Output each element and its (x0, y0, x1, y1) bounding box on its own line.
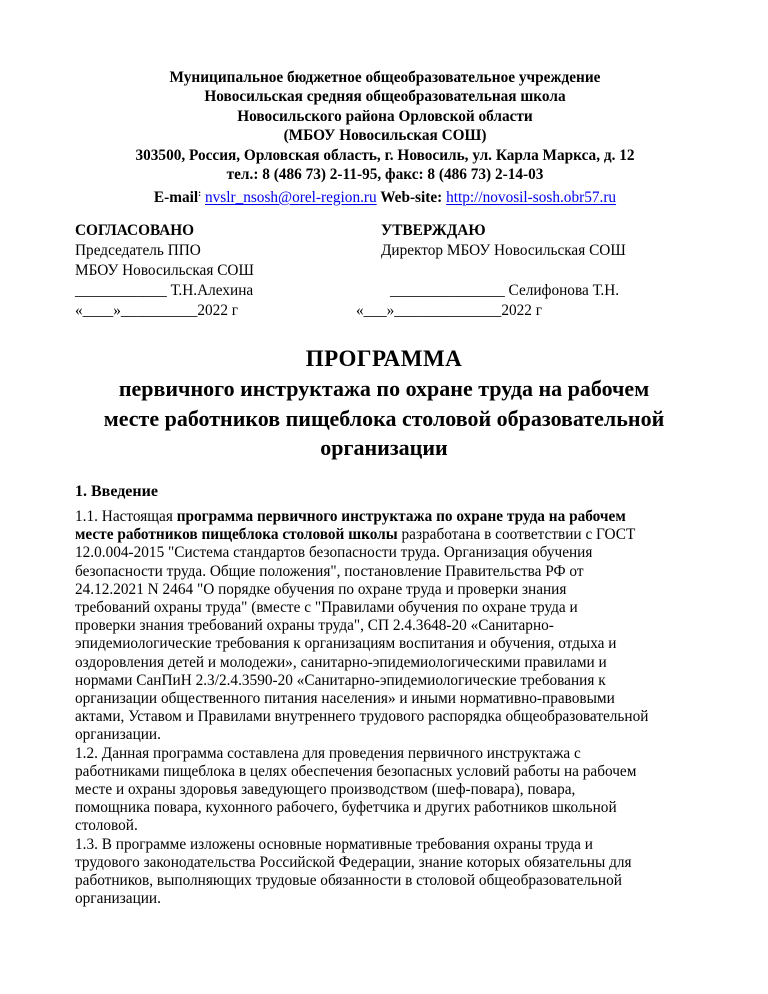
header-line-address: 303500, Россия, Орловская область, г. Новосиль, ул. Карла Маркса, д. 12 (135, 146, 635, 164)
agreed-heading: СОГЛАСОВАНО (75, 222, 195, 239)
paragraph-3-line: 1.3. В программе изложены основные нормативные требования охраны труда и (75, 835, 593, 853)
school-header (60, 68, 710, 208)
paragraph-1-line: 12.0.004-2015 "Система стандартов безопасности труда. Организация обучения (75, 544, 593, 562)
paragraph-3-line: работников, выполняющих трудовые обязанности в столовой общеобразовательной (75, 872, 622, 890)
agreed-signature-line: ____________ Т.Н.Алехина (75, 282, 254, 299)
agreed-organization: МБОУ Новосильская СОШ (75, 262, 254, 279)
paragraph-2-line: 1.2. Данная программа составлена для проведения первичного инструктажа с (75, 744, 581, 762)
paragraph-1-line: организации. (75, 726, 161, 744)
paragraph-2-line: работниками пищеблока в целях обеспечения безопасных условий работы на рабочем (75, 762, 637, 780)
paragraph-1-line: организации общественного питания населения» и иными нормативно-правовыми (75, 690, 615, 708)
paragraph-1-line: требований охраны труда" (вместе с "Правилами обучения по охране труда и (75, 599, 578, 617)
paragraph-1-line (75, 526, 735, 544)
document-title (40, 344, 728, 463)
paragraph-3-line: организации. (75, 890, 161, 908)
approved-block (356, 221, 626, 321)
paragraph-1-line: проверки знания требований охраны труда", СП 2.4.3648-20 «Санитарно- (75, 617, 554, 635)
title-sub-line-2: месте работников пищеблока столовой образовательной (103, 405, 665, 431)
agreed-date-line: «____»__________2022 г (75, 302, 239, 319)
paragraph-1-line: актами, Уставом и Правилами внутреннего трудового распорядка общеобразовательной (75, 708, 649, 726)
approved-signature-line: _______________ Селифонова Т.Н. (390, 282, 620, 299)
header-line-phone: тел.: 8 (486 73) 2-11-95, факс: 8 (486 73) 2-14-03 (226, 166, 544, 184)
agreed-block (75, 221, 254, 321)
paragraph-1-line (75, 508, 735, 526)
paragraph-1-bold-title-cont: месте работников пищеблока столовой школы (75, 526, 398, 544)
agreed-position: Председатель ППО (75, 242, 201, 259)
paragraph-2-line: столовой. (75, 817, 138, 835)
title-sub-line-1: первичного инструктажа по охране труда на рабочем (118, 376, 650, 401)
approved-date-line: «___»______________2022 г (356, 302, 543, 319)
paragraph-1-line: безопасности труда. Общие положения", постановление Правительства РФ от (75, 562, 584, 580)
paragraph-1-line: эпидемиологические требования к организациям воспитания и обучения, отдыха и (75, 635, 617, 653)
approved-spacer (356, 261, 626, 281)
header-line-contacts (60, 184, 710, 208)
website-label: Web-site (380, 189, 438, 207)
paragraph-2-line: помощника повара, кухонного рабочего, буфетчика и других работников школьной (75, 799, 617, 817)
paragraph-1-lead: 1.1. Настоящая (75, 508, 177, 525)
header-line-district: Новосильского района Орловской области (237, 107, 533, 125)
paragraph-1-line: 24.12.2021 N 2464 "О порядке обучения по охране труда и проверки знания (75, 580, 567, 598)
title-sub-line-3: организации (320, 435, 448, 460)
title-main: ПРОГРАММА (305, 346, 463, 371)
email-colon: : (198, 188, 202, 199)
paragraph-1-text: разработана в соответствии с ГОСТ (397, 526, 636, 544)
paragraph-1-line: оздоровления детей и молодежи», санитарно-эпидемиологическими правилами и (75, 653, 607, 671)
header-line-institution: Муниципальное бюджетное общеобразовательное учреждение (169, 69, 601, 86)
website-colon: : (437, 189, 443, 207)
paragraph-3-line: трудового законодательства Российской Федерации, знание которых обязательны для (75, 853, 632, 871)
header-line-school-name: Новосильская средняя общеобразовательная школа (204, 88, 566, 106)
paragraph-1-line: нормами СанПиН 2.3/2.4.3590-20 «Санитарно-эпидемиологические требования к (75, 671, 606, 689)
email-label: E-mail (153, 189, 199, 207)
email-link[interactable]: nvslr_nsosh@orel-region.ru (204, 189, 377, 207)
website-link[interactable]: http://novosil-sosh.obr57.ru (446, 189, 617, 207)
header-line-short-name: (МБОУ Новосильская СОШ) (283, 127, 487, 145)
section-body (75, 508, 735, 908)
paragraph-1-bold-title: программа первичного инструктажа по охране труда на рабочем (176, 508, 626, 525)
approved-position: Директор МБОУ Новосильская СОШ (381, 242, 626, 259)
approved-heading: УТВЕРЖДАЮ (381, 222, 486, 239)
paragraph-2-line: месте и охраны здоровья заведующего производством (шеф-повара), повара, (75, 781, 576, 799)
section-heading-introduction: 1. Введение (75, 483, 158, 500)
